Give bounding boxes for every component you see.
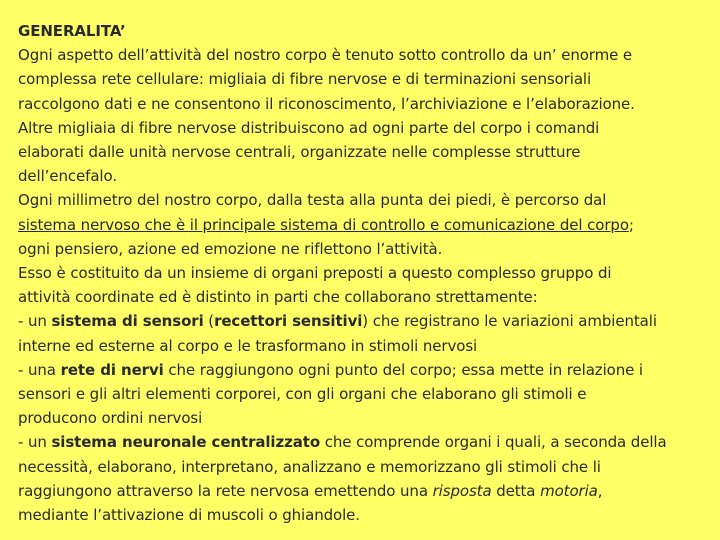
text-fragment: ;	[628, 215, 634, 234]
term-sistema-nervoso: sistema nervoso	[18, 215, 140, 234]
term-sistema-neuronale: sistema neuronale centralizzato	[51, 433, 321, 452]
list-item	[18, 430, 704, 454]
text-fragment: ) che registrano le variazioni ambientali	[362, 312, 657, 331]
text-fragment: (	[203, 312, 215, 331]
text-fragment: ,	[597, 481, 603, 500]
term-rete-di-nervi: rete di nervi	[60, 360, 164, 379]
text-line: complessa rete cellulare: migliaia di fibre nervose e di terminazioni sensoriali	[18, 70, 592, 89]
text-line: Ogni aspetto dell’attività del nostro corpo è tenuto sotto controllo da un’ enorme e	[18, 46, 633, 65]
page-title: GENERALITA’	[18, 22, 126, 40]
text-line: necessità, elaborano, interpretano, analizzano e memorizzano gli stimoli che li	[18, 457, 601, 476]
term-risposta: risposta	[432, 481, 492, 500]
underlined-phrase: che è il principale sistema di controllo e comunicazione del corpo	[139, 215, 629, 234]
text-fragment: - un	[18, 312, 52, 331]
text-fragment: - una	[18, 360, 61, 379]
text-line: raccolgono dati e ne consentono il riconoscimento, l’archiviazione e l’elaborazione.	[18, 94, 635, 113]
text-line: Altre migliaia di fibre nervose distribuiscono ad ogni parte del corpo i comandi	[18, 118, 600, 137]
list-item	[18, 309, 704, 333]
term-recettori-sensitivi: recettori sensitivi	[214, 312, 363, 331]
text-line	[18, 479, 704, 503]
text-line: Ogni millimetro del nostro corpo, dalla testa alla punta dei piedi, è percorso dal	[18, 191, 607, 210]
text-line: mediante l’attivazione di muscoli o ghiandole.	[18, 506, 360, 525]
term-motoria: motoria	[540, 481, 598, 500]
text-fragment: - un	[18, 433, 52, 452]
text-fragment: che comprende organi i quali, a seconda della	[320, 433, 667, 452]
text-line: ogni pensiero, azione ed emozione ne riflettono l’attività.	[18, 239, 443, 258]
text-line: dell’encefalo.	[18, 167, 117, 186]
text-line	[18, 213, 704, 237]
text-line: Esso è costituito da un insieme di organi preposti a questo complesso gruppo di	[18, 264, 612, 283]
text-line: producono ordini nervosi	[18, 409, 203, 428]
text-line: interne ed esterne al corpo e le trasformano in stimoli nervosi	[18, 336, 478, 355]
list-item	[18, 358, 704, 382]
term-sistema-di-sensori: sistema di sensori	[51, 312, 204, 331]
text-line: sensori e gli altri elementi corporei, con gli organi che elaborano gli stimoli e	[18, 385, 587, 404]
text-fragment: detta	[491, 481, 541, 500]
text-fragment: raggiungono attraverso la rete nervosa emettendo una	[18, 481, 433, 500]
text-fragment: che raggiungono ogni punto del corpo; essa mette in relazione i	[163, 360, 643, 379]
text-line: attività coordinate ed è distinto in parti che collaborano strettamente:	[18, 288, 538, 307]
text-line: elaborati dalle unità nervose centrali, organizzate nelle complesse strutture	[18, 143, 581, 162]
